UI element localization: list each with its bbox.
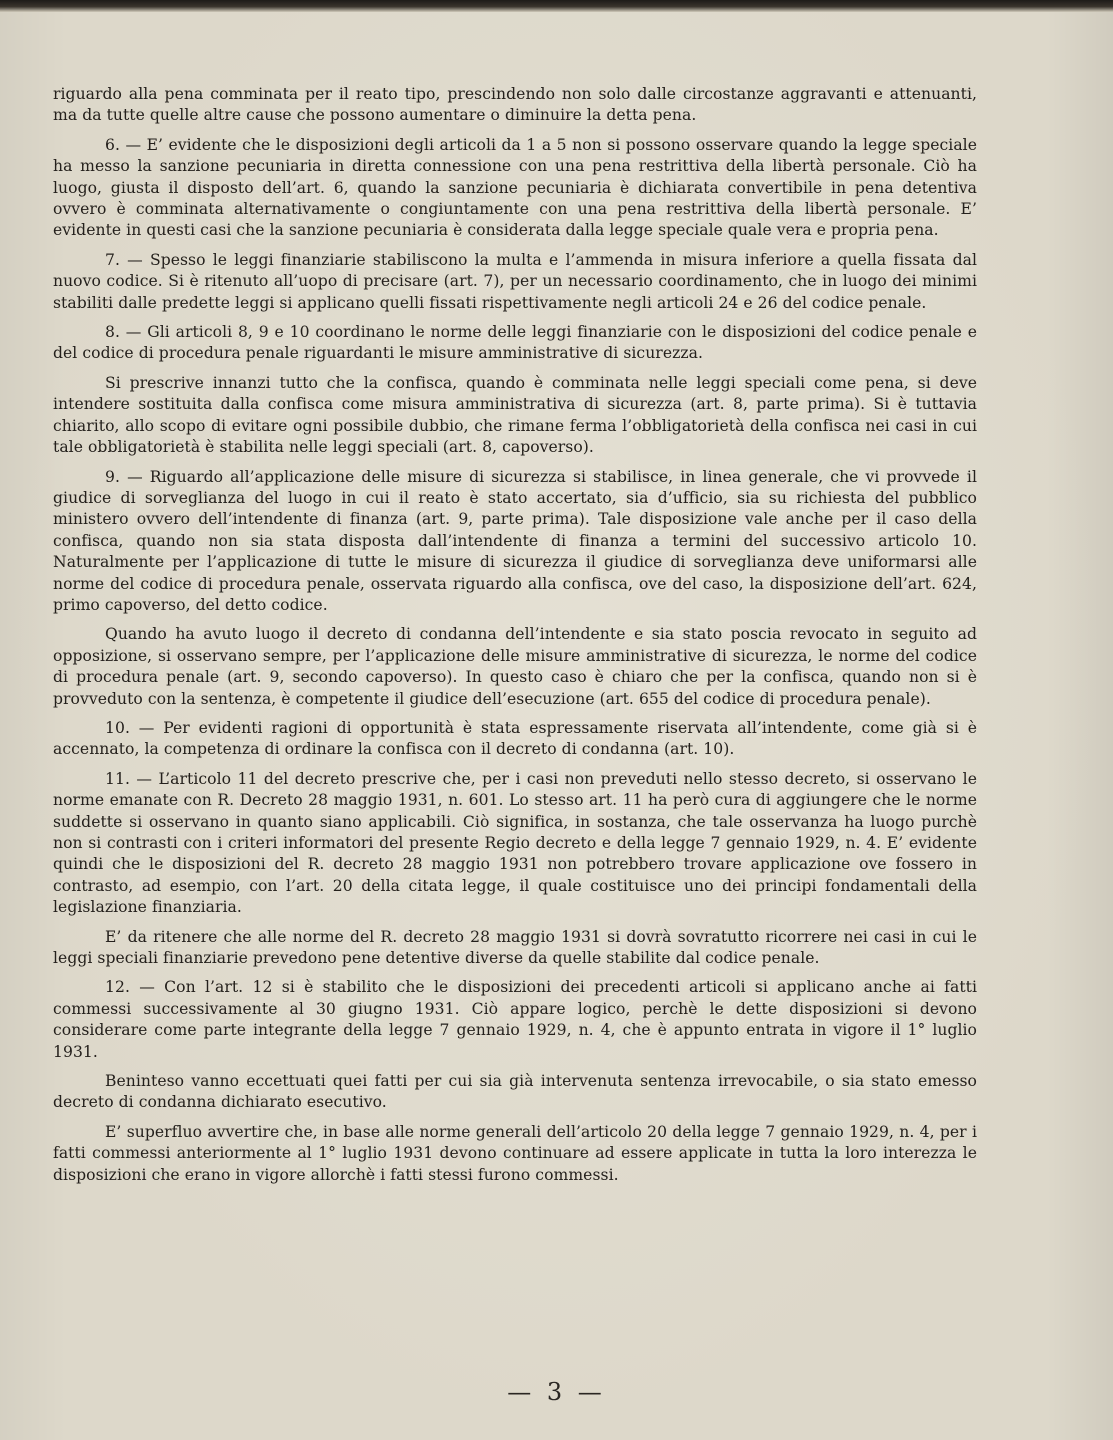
paragraph-section-7: 7. — Spesso le leggi finanziarie stabiliscono la multa e l’ammenda in misura inferiore a quella fissata dal nuovo codice. Si è ritenuto all’uopo di precisare (art. 7), per un necessario coordinamento, che in luogo dei minimi stabiliti dalle predette leggi si applicano quelli fissati rispettivamente negli articoli 24 e 26 del codice penale.: [53, 250, 977, 312]
paragraph-section-6: 6. — E’ evidente che le disposizioni degli articoli da 1 a 5 non si possono osservare quando la legge speciale ha messo la sanzione pecuniaria in diretta connessione con una pena restrittiva della libertà personale. Ciò ha luogo, giusta il disposto dell’art. 6, quando la sanzione pecuniaria è dichiarata convertibile in pena detentiva ovvero è comminata alternativamente o congiuntamente con una pena restrittiva della libertà personale. E’ evidente in questi casi che la sanzione pecuniaria è considerata dalla legge speciale quale vera e propria pena.: [53, 135, 977, 240]
paragraph-continuation: riguardo alla pena comminata per il reato tipo, prescindendo non solo dalle circostanze aggravanti e attenuanti, ma da tutte quelle altre cause che possono aumentare o diminuire la detta pena.: [53, 85, 977, 125]
scan-top-edge: [0, 0, 1113, 12]
paragraph-section-8: 8. — Gli articoli 8, 9 e 10 coordinano le norme delle leggi finanziarie con le disposizioni del codice penale e del codice di procedura penale riguardanti le misure amministrative di sicurezza.: [53, 323, 977, 363]
body-text: [53, 84, 977, 1194]
paragraph-section-11: 11. — L’articolo 11 del decreto prescrive che, per i casi non preveduti nello stesso decreto, si osservano le norme emanate con R. Decreto 28 maggio 1931, n. 601. Lo stesso art. 11 ha però cura di aggiungere che le norme suddette si osservano in quanto siano applicabili. Ciò significa, in sostanza, che tale osservanza ha luogo purchè non si contrasti con i criteri informatori del presente Regio decreto e della legge 7 gennaio 1929, n. 4. E’ evidente quindi che le disposizioni del R. decreto 28 maggio 1931 non potrebbero trovare applicazione ove fossero in contrasto, ad esempio, con l’art. 20 della citata legge, il quale costituisce uno dei principi fondamentali della legislazione finanziaria.: [53, 769, 977, 917]
paragraph-confisca: Si prescrive innanzi tutto che la confisca, quando è comminata nelle leggi speciali come pena, si deve intendere sostituita dalla confisca come misura amministrativa di sicurezza (art. 8, parte prima). Si è tuttavia chiarito, allo scopo di evitare ogni possibile dubbio, che rimane ferma l’obbligatorietà della confisca nei casi in cui tale obbligatorietà è stabilita nelle leggi speciali (art. 8, capoverso).: [53, 373, 977, 457]
paragraph-superfluo: E’ superfluo avvertire che, in base alle norme generali dell’articolo 20 della legge 7 gennaio 1929, n. 4, per i fatti commessi anteriormente al 1° luglio 1931 devono continuare ad essere applicate in tutta la loro interezza le disposizioni che erano in vigore allorchè i fatti stessi furono commessi.: [53, 1122, 977, 1184]
paragraph-eccettuati: Beninteso vanno eccettuati quei fatti per cui sia già intervenuta sentenza irrevocabile, o sia stato emesso decreto di condanna dichiarato esecutivo.: [53, 1072, 977, 1112]
paragraph-section-12: 12. — Con l’art. 12 si è stabilito che le disposizioni dei precedenti articoli si applicano anche ai fatti commessi successivamente al 30 giugno 1931. Ciò appare logico, perchè le dette disposizioni si devono considerare come parte integrante della legge 7 gennaio 1929, n. 4, che è appunto entrata in vigore il 1° luglio 1931.: [53, 978, 977, 1061]
paragraph-decreto-condanna: Quando ha avuto luogo il decreto di condanna dell’intendente e sia stato poscia revocato in seguito ad opposizione, si osservano sempre, per l’applicazione delle misure amministrative di sicurezza, le norme del codice di procedura penale (art. 9, secondo capoverso). In questo caso è chiaro che per la confisca, quando non si è provveduto con la sentenza, è competente il giudice dell’esecuzione (art. 655 del codice di procedura penale).: [53, 625, 977, 708]
paragraph-section-9: 9. — Riguardo all’applicazione delle misure di sicurezza si stabilisce, in linea generale, che vi provvede il giudice di sorveglianza del luogo in cui il reato è stato accertato, sia d’ufficio, sia su richiesta del pubblico ministero ovvero dell’intendente di finanza (art. 9, parte prima). Tale disposizione vale anche per il caso della confisca, quando non sia stata disposta dall’intendente di finanza a termini del successivo articolo 10. Naturalmente per l’applicazione di tutte le misure di sicurezza il giudice di sorveglianza deve uniformarsi alle norme del codice di procedura penale, osservata riguardo alla confisca, ove del caso, la disposizione dell’art. 624, primo capoverso, del detto codice.: [53, 467, 977, 614]
paragraph-pene-detentive: E’ da ritenere che alle norme del R. decreto 28 maggio 1931 si dovrà sovratutto ricorrere nei casi in cui le leggi speciali finanziarie prevedono pene detentive diverse da quelle stabilite dal codice penale.: [53, 927, 977, 968]
page-number: — 3 —: [507, 1378, 606, 1406]
paragraph-section-10: 10. — Per evidenti ragioni di opportunità è stata espressamente riservata all’intendente, come già si è accennato, la competenza di ordinare la confisca con il decreto di condanna (art. 10).: [53, 718, 977, 759]
